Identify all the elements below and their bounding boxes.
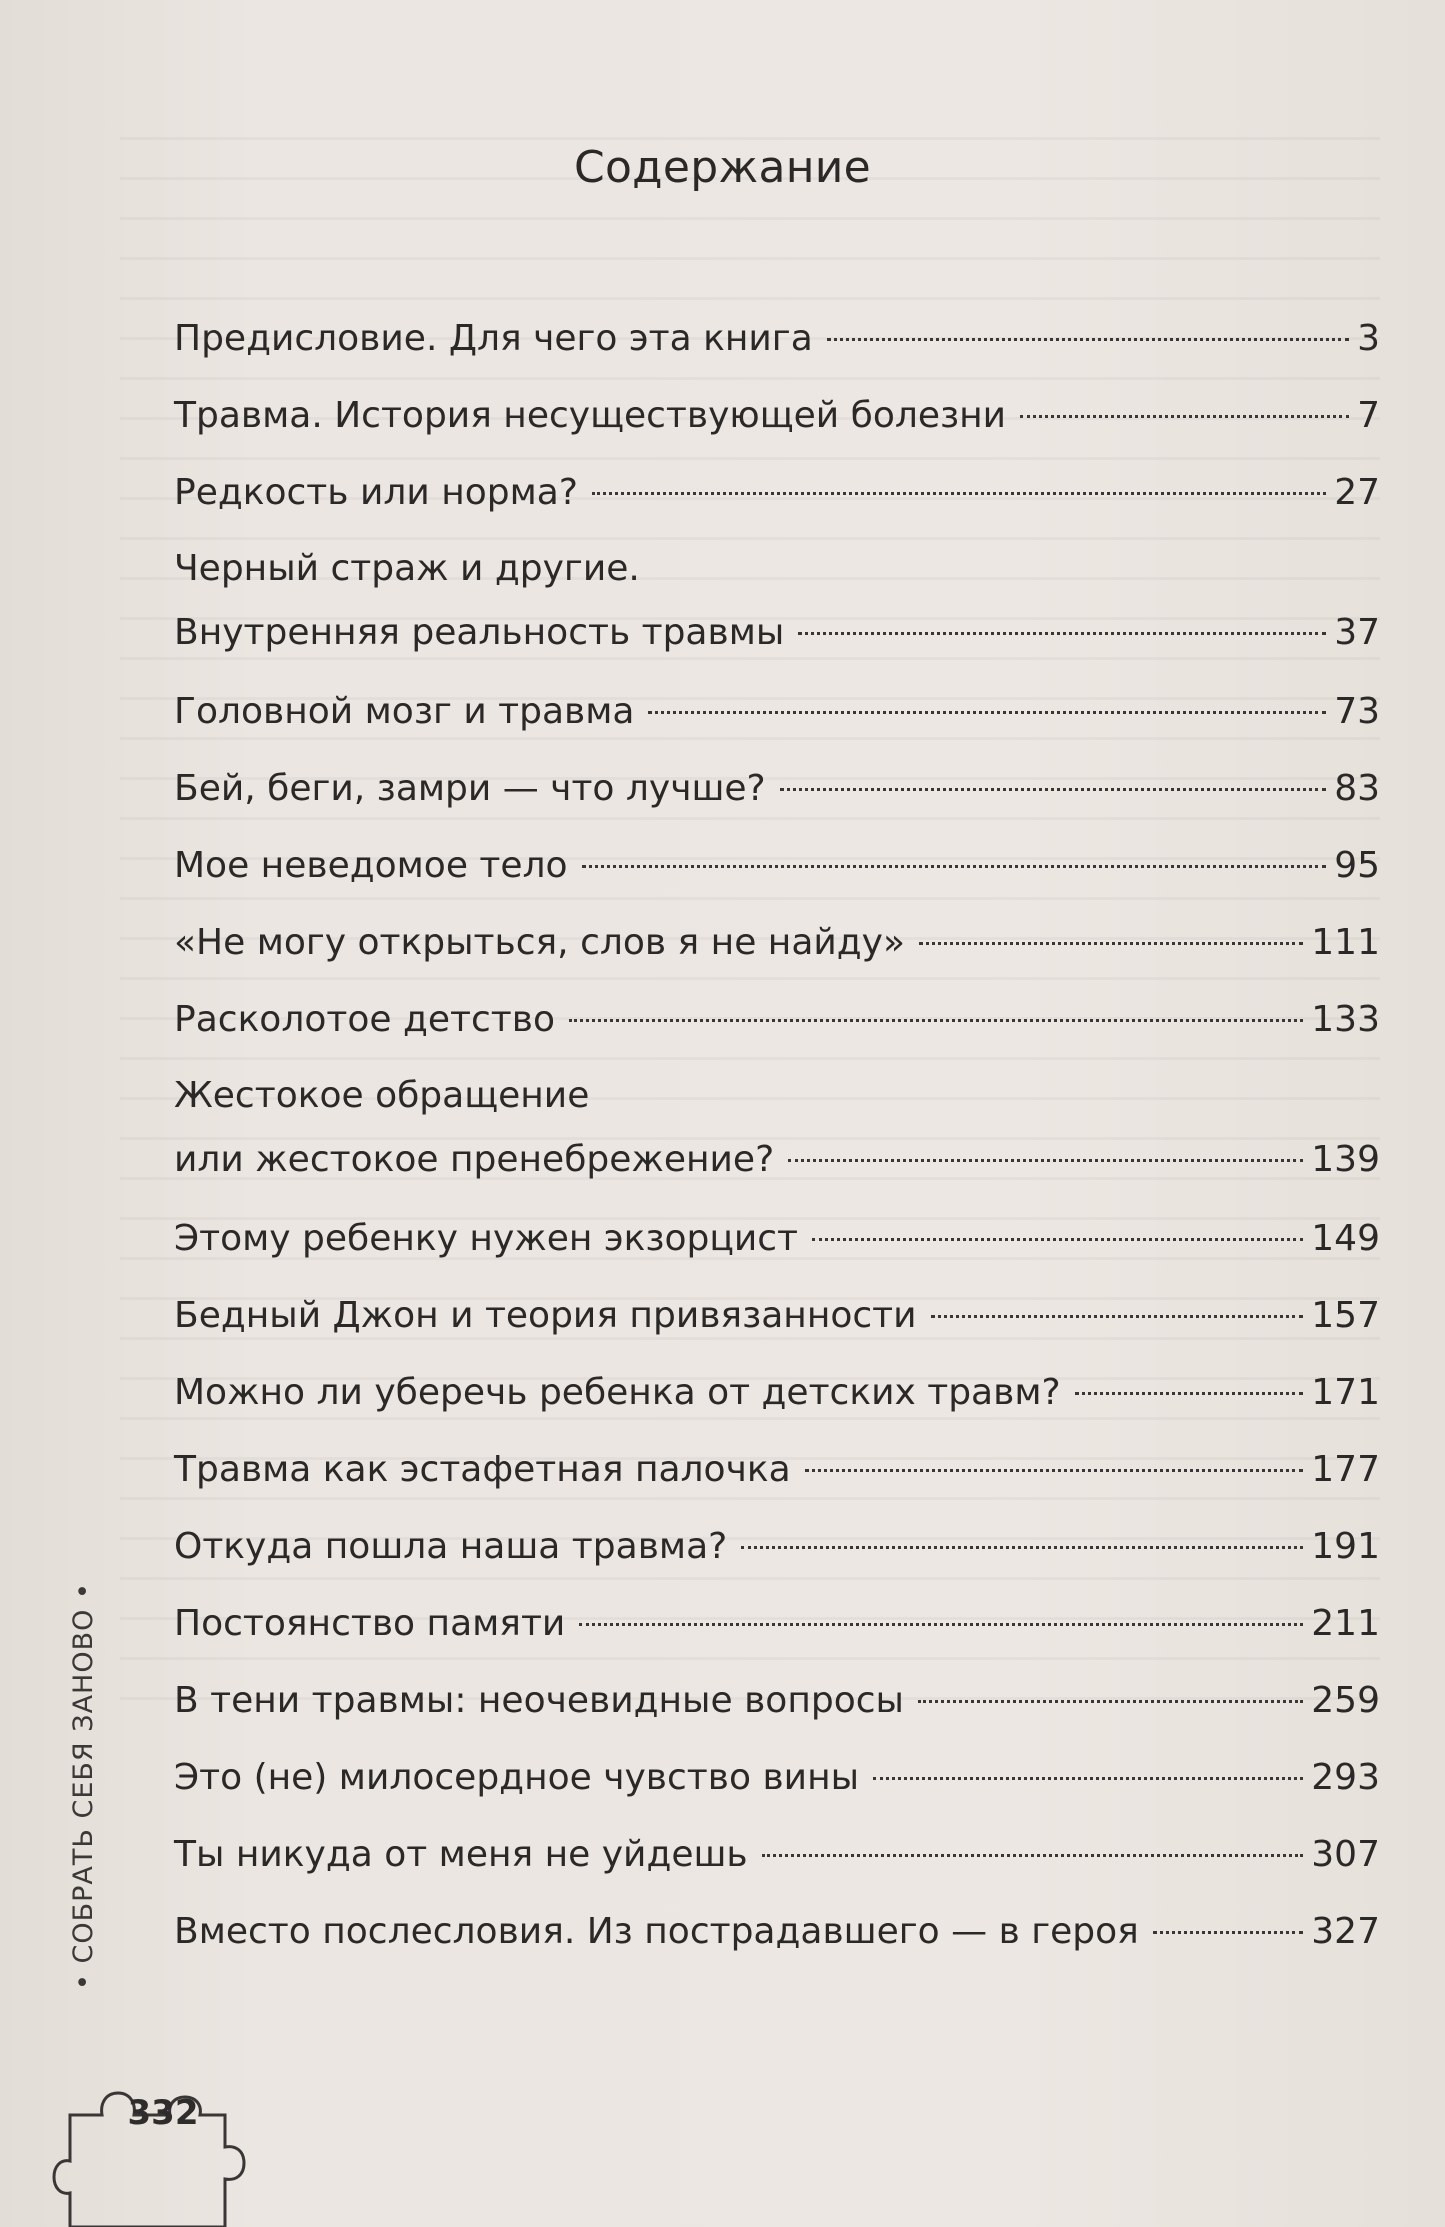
dot-leader [1153, 1931, 1303, 1934]
toc-entry-title: «Не могу открыться, слов я не найду» [174, 922, 906, 963]
toc-entry [174, 1431, 1380, 1508]
toc-entry-page-number: 95 [1334, 845, 1380, 886]
toc-entry [174, 1508, 1380, 1585]
toc-entry [174, 1354, 1380, 1431]
dot-leader [648, 711, 1326, 714]
dot-leader [780, 788, 1327, 791]
toc-entry [174, 1277, 1380, 1354]
toc-entry [174, 904, 1380, 981]
toc-entry-title: Этому ребенку нужен экзорцист [174, 1218, 799, 1259]
toc-entry-line1 [174, 1064, 1380, 1128]
dot-leader [812, 1238, 1303, 1241]
toc-entry-title: Можно ли уберечь ребенка от детских травм? [174, 1372, 1061, 1413]
toc-entry [174, 1128, 1380, 1200]
dot-leader [741, 1546, 1303, 1549]
toc-entry [174, 1739, 1380, 1816]
dot-leader [918, 1700, 1303, 1703]
toc-entry [174, 1585, 1380, 1662]
toc-entry [174, 454, 1380, 531]
toc-entry-line1 [174, 537, 1380, 601]
toc-entry [174, 300, 1380, 377]
toc-entry-title: Мое неведомое тело [174, 845, 568, 886]
page-number: 332 [127, 2093, 199, 2133]
toc-entry-title: или жестокое пренебрежение? [174, 1139, 775, 1180]
toc-entry-title: Головной мозг и травма [174, 691, 635, 732]
dot-leader [582, 865, 1327, 868]
dot-leader [592, 492, 1326, 495]
toc-entry-page-number: 73 [1334, 691, 1380, 732]
toc-entry-page-number: 27 [1334, 472, 1380, 513]
dot-leader [762, 1854, 1304, 1857]
toc-entry-title: Расколотое детство [174, 999, 555, 1040]
toc-entry [174, 981, 1380, 1058]
toc-entry-title: Откуда пошла наша травма? [174, 1526, 728, 1567]
running-header-vertical: • СОБРАТЬ СЕБЯ ЗАНОВО • [68, 1582, 99, 1990]
toc-entry-page-number: 111 [1311, 922, 1380, 963]
toc-entry-page-number: 149 [1311, 1218, 1380, 1259]
toc-entry [174, 601, 1380, 673]
toc-entry-title: Бей, беги, замри — что лучше? [174, 768, 766, 809]
toc-entry-page-number: 3 [1357, 318, 1380, 359]
toc-entry [174, 1816, 1380, 1893]
toc-entry-title: Это (не) милосердное чувство вины [174, 1757, 860, 1798]
toc-entry-title-line1: Черный страж и другие. [174, 548, 640, 589]
toc-entry-title-line1: Жестокое обращение [174, 1075, 590, 1116]
toc-entry-page-number: 293 [1311, 1757, 1380, 1798]
toc-entry-title: В тени травмы: неочевидные вопросы [174, 1680, 904, 1721]
dot-leader [579, 1623, 1303, 1626]
toc-entry-page-number: 307 [1311, 1834, 1380, 1875]
toc-entry-title: Ты никуда от меня не уйдешь [174, 1834, 748, 1875]
toc-entry [174, 1200, 1380, 1277]
dot-leader [919, 942, 1303, 945]
toc-entry [174, 750, 1380, 827]
toc-entry-title: Внутренняя реальность травмы [174, 612, 785, 653]
dot-leader [788, 1159, 1303, 1162]
toc-entry-page-number: 139 [1311, 1139, 1380, 1180]
toc-entry-title: Бедный Джон и теория привязанности [174, 1295, 917, 1336]
toc-entry-title: Травма как эстафетная палочка [174, 1449, 791, 1490]
toc-entry [174, 1893, 1380, 1970]
toc-entry-page-number: 327 [1311, 1911, 1380, 1952]
dot-leader [569, 1019, 1303, 1022]
toc-entry-page-number: 157 [1311, 1295, 1380, 1336]
table-of-contents [174, 300, 1380, 1970]
dot-leader [798, 632, 1326, 635]
toc-entry-title: Вместо послесловия. Из пострадавшего — в героя [174, 1911, 1139, 1952]
toc-entry-page-number: 211 [1311, 1603, 1380, 1644]
toc-entry-title: Травма. История несуществующей болезни [174, 395, 1007, 436]
toc-entry-page-number: 133 [1311, 999, 1380, 1040]
toc-entry-page-number: 259 [1311, 1680, 1380, 1721]
toc-entry-page-number: 171 [1311, 1372, 1380, 1413]
dot-leader [931, 1315, 1304, 1318]
dot-leader [1020, 415, 1349, 418]
toc-entry-page-number: 37 [1334, 612, 1380, 653]
page-title: Содержание [573, 142, 872, 193]
toc-entry [174, 377, 1380, 454]
dot-leader [827, 338, 1349, 341]
toc-entry-title: Постоянство памяти [174, 1603, 566, 1644]
toc-entry-page-number: 83 [1334, 768, 1380, 809]
toc-entry-title: Редкость или норма? [174, 472, 578, 513]
toc-entry-title: Предисловие. Для чего эта книга [174, 318, 813, 359]
dot-leader [805, 1469, 1304, 1472]
toc-entry-page-number: 177 [1311, 1449, 1380, 1490]
dot-leader [873, 1777, 1303, 1780]
toc-entry [174, 1662, 1380, 1739]
toc-entry [174, 673, 1380, 750]
toc-entry-page-number: 7 [1357, 395, 1380, 436]
toc-entry-page-number: 191 [1311, 1526, 1380, 1567]
dot-leader [1075, 1392, 1304, 1395]
toc-entry [174, 827, 1380, 904]
